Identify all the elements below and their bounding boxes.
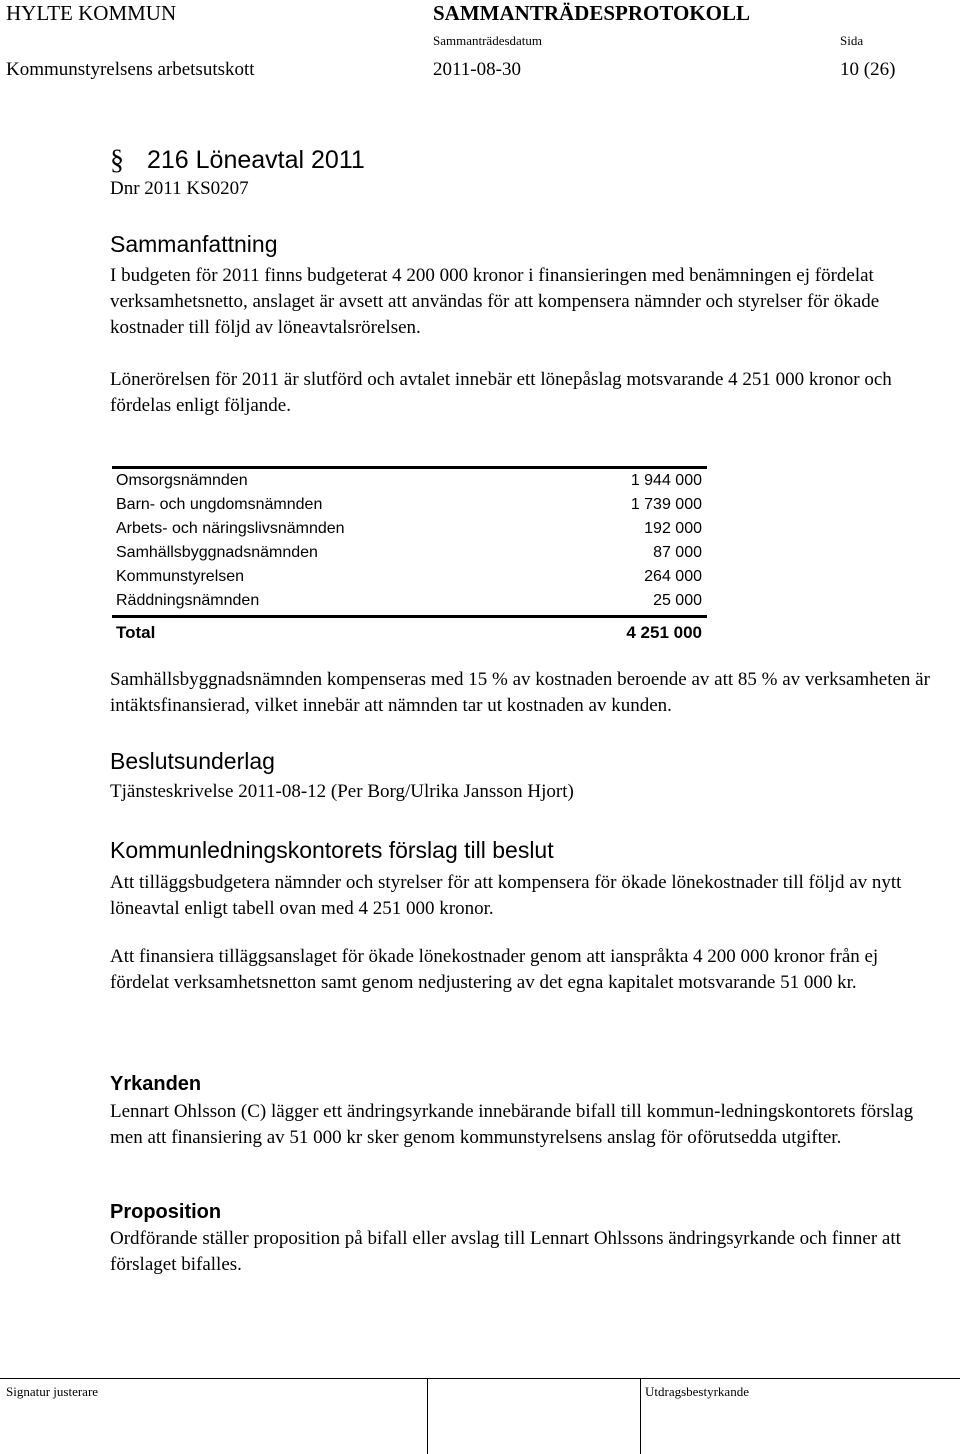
section-title: 216 Löneavtal 2011 bbox=[147, 146, 365, 174]
page-number: 10 (26) bbox=[840, 59, 896, 80]
footer-separator bbox=[427, 1378, 428, 1454]
table-row bbox=[112, 469, 707, 493]
yrkanden-heading: Yrkanden bbox=[110, 1073, 202, 1095]
paragraph-sign: § bbox=[110, 145, 124, 176]
row-name: Kommunstyrelsen bbox=[116, 568, 245, 585]
row-amount: 25 000 bbox=[653, 592, 702, 609]
row-amount: 192 000 bbox=[644, 520, 702, 537]
footer-separator bbox=[640, 1378, 641, 1454]
basis-heading: Beslutsunderlag bbox=[110, 748, 275, 774]
table-row bbox=[112, 541, 707, 565]
summary-body-2 bbox=[110, 367, 940, 419]
summary-paragraph-2: Lönerörelsen för 2011 är slutförd och avtalet innebär ett lönepåslag motsvarande 4 251 000 kronor och fördelas enligt följande. bbox=[110, 369, 892, 416]
table-total-row bbox=[112, 618, 707, 648]
summary-body bbox=[110, 263, 940, 341]
page-label: Sida bbox=[840, 33, 864, 48]
compensation-paragraph: Samhällsbyggnadsnämnden kompenseras med 15 % av kostnaden beroende av att 85 % av verksamheten är intäktsfinansierad, vilket innebär att nämnden tar ut kostnaden av kunden. bbox=[110, 669, 930, 716]
proposal-paragraph-2: Att finansiera tilläggsanslaget för ökade lönekostnader genom att ianspråkta 4 200 000 kronor från ej fördelat verksamhetsnetton samt genom nedjustering av det egna kapitalet motsvarande 51 000 kr. bbox=[110, 946, 879, 993]
proposition-paragraph: Ordförande ställer proposition på bifall eller avslag till Lennart Ohlssons ändringsyrkande och finner att förslaget bifalles. bbox=[110, 1228, 901, 1275]
row-amount: 1 739 000 bbox=[630, 496, 702, 513]
total-amount: 4 251 000 bbox=[626, 623, 702, 642]
row-amount: 87 000 bbox=[653, 544, 702, 561]
footer-rule bbox=[0, 1378, 960, 1379]
summary-heading: Sammanfattning bbox=[110, 231, 278, 257]
row-name: Samhällsbyggnadsnämnden bbox=[116, 544, 318, 561]
salary-distribution-table bbox=[112, 466, 707, 648]
table-row bbox=[112, 517, 707, 541]
proposal-paragraph-1: Att tilläggsbudgetera nämnder och styrelser för att kompensera för ökade lönekostnader till följd av nytt löneavtal enligt tabell ovan med 4 251 000 kronor. bbox=[110, 872, 902, 919]
yrkanden-body bbox=[110, 1099, 925, 1151]
proposition-body bbox=[110, 1226, 925, 1278]
row-name: Omsorgsnämnden bbox=[116, 472, 248, 489]
committee-name: Kommunstyrelsens arbetsutskott bbox=[6, 59, 255, 80]
meeting-date: 2011-08-30 bbox=[433, 59, 521, 80]
signature-box-label: Signatur justerare bbox=[6, 1384, 99, 1399]
yrkanden-paragraph: Lennart Ohlsson (C) lägger ett ändringsyrkande innebärande bifall till kommun-ledningskontorets förslag men att finansiering av 51 000 kr sker genom kommunstyrelsens anslag för oförutsedda utgifter. bbox=[110, 1101, 914, 1148]
row-name: Barn- och ungdomsnämnden bbox=[116, 496, 323, 513]
summary-paragraph-1: I budgeten för 2011 finns budgeterat 4 200 000 kronor i finansieringen med benämningen ej fördelat verksamhetsnetto, anslaget är avsett att användas för att kompensera nämnder och styrelser för ökade kostnader till följd av löneavtalsrörelsen. bbox=[110, 265, 880, 338]
extract-box-label: Utdragsbestyrkande bbox=[645, 1384, 749, 1399]
compensation-note bbox=[110, 667, 940, 719]
table-row bbox=[112, 493, 707, 517]
document-title: SAMMANTRÄDESPROTOKOLL bbox=[433, 1, 750, 25]
proposition-heading: Proposition bbox=[110, 1201, 222, 1223]
meeting-date-label: Sammanträdesdatum bbox=[433, 33, 543, 48]
table-row bbox=[112, 565, 707, 589]
organization-name: HYLTE KOMMUN bbox=[6, 1, 177, 25]
diary-number: Dnr 2011 KS0207 bbox=[110, 178, 249, 199]
proposal-body-1 bbox=[110, 870, 940, 922]
table-row bbox=[112, 589, 707, 613]
row-amount: 1 944 000 bbox=[630, 472, 702, 489]
row-name: Räddningsnämnden bbox=[116, 592, 260, 609]
total-label: Total bbox=[116, 623, 156, 642]
row-amount: 264 000 bbox=[644, 568, 702, 585]
proposal-body-2 bbox=[110, 944, 940, 996]
proposal-heading: Kommunledningskontorets förslag till beslut bbox=[110, 837, 554, 863]
row-name: Arbets- och näringslivsnämnden bbox=[116, 520, 345, 537]
basis-text: Tjänsteskrivelse 2011-08-12 (Per Borg/Ulrika Jansson Hjort) bbox=[110, 781, 574, 802]
